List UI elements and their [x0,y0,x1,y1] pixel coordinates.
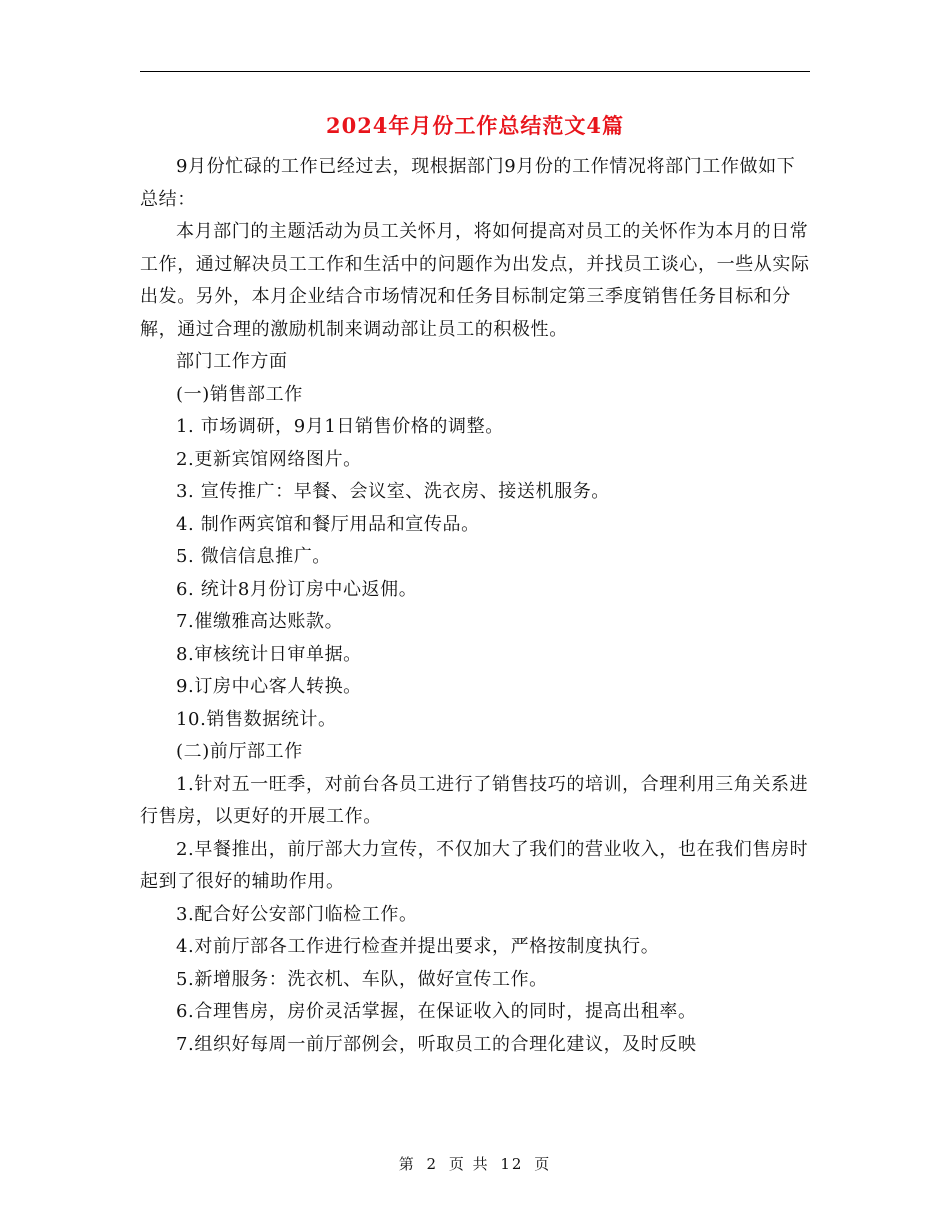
page-footer [0,1153,950,1174]
list-item: 2.更新宾馆网络图片。 [176,448,362,470]
paragraph: 本月部门的主题活动为员工关怀月，将如何提高对员工的关怀作为本月的日常工作，通过解决员工工作和生活中的问题作为出发点，并找员工谈心，一些从实际出发。另外，本月企业结合市场情况和任务目标制定第三季度销售任务目标和分解，通过合理的激励机制来调动部让员工的积极性。 [140,221,810,340]
list-item: 8.审核统计日审单据。 [176,643,362,665]
list-item: 4. 制作两宾馆和餐厅用品和宣传品。 [176,513,480,535]
document-title: 2024年月份工作总结范文4篇 [325,113,625,138]
subsection-heading: (一)销售部工作 [176,383,303,405]
list-item: 5. 微信信息推广。 [176,546,331,567]
list-item: 6.合理售房，房价灵活掌握，在保证收入的同时，提高出租率。 [176,1001,697,1022]
list-item: 1.针对五一旺季，对前台各员工进行了销售技巧的培训，合理利用三角关系进行售房，以更好的开展工作。 [140,773,809,827]
list-item: 10.销售数据统计。 [176,708,337,730]
list-item: 3. 宣传推广：早餐、会议室、洗衣房、接送机服务。 [176,481,610,502]
list-item: 9.订房中心客人转换。 [176,676,362,697]
list-item: 5.新增服务：洗衣机、车队，做好宣传工作。 [176,968,548,990]
list-item: 4.对前厅部各工作进行检查并提出要求，严格按制度执行。 [176,936,660,957]
list-item: 7.组织好每周一前厅部例会，听取员工的合理化建议，及时反映 [176,1033,697,1055]
document-body [140,151,810,1061]
list-item: 6. 统计8月份订房中心返佣。 [176,578,418,600]
footer-suffix: 页 [534,1155,552,1173]
total-page-count: 12 [500,1155,524,1173]
footer-prefix: 第 [398,1155,416,1173]
section-heading: 部门工作方面 [176,351,288,372]
paragraph: 9月份忙碌的工作已经过去，现根据部门9月份的工作情况将部门工作做如下总结： [140,156,796,210]
list-item: 7.催缴雅高达账款。 [176,611,344,632]
header-rule [140,71,810,72]
subsection-heading: (二)前厅部工作 [176,741,303,762]
list-item: 3.配合好公安部门临检工作。 [176,903,418,925]
footer-middle: 页 共 [448,1155,490,1173]
list-item: 2.早餐推出，前厅部大力宣传，不仅加大了我们的营业收入，也在我们售房时起到了很好的辅助作用。 [140,838,809,892]
list-item: 1. 市场调研，9月1日销售价格的调整。 [176,416,504,437]
current-page-number: 2 [426,1155,439,1173]
